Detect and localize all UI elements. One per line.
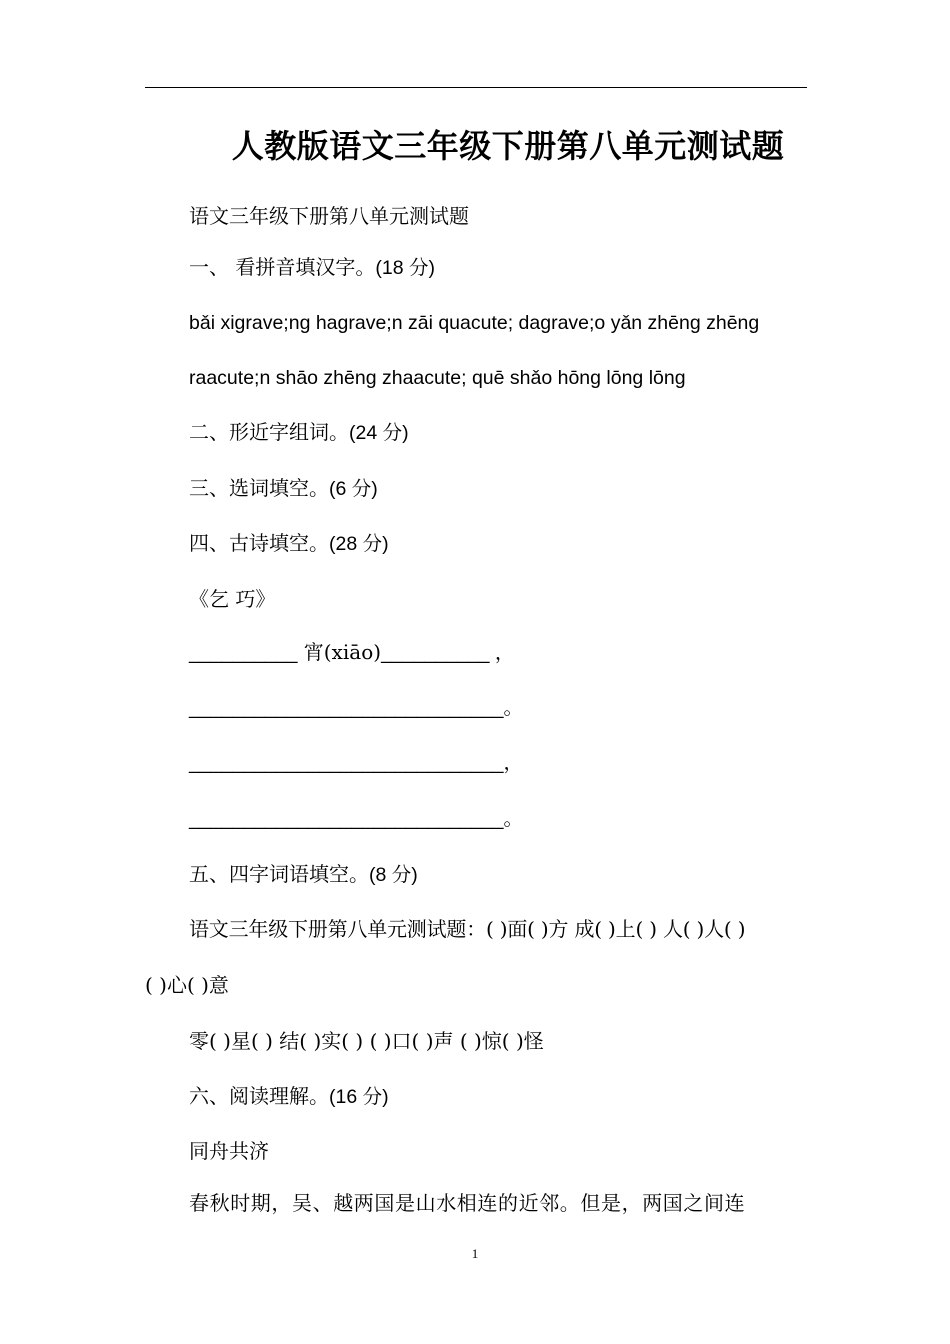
section-3-heading-text: 三、选词填空。 (189, 476, 329, 500)
passage-title: 同舟共济 (189, 1139, 269, 1163)
section-2-heading (145, 418, 851, 447)
section-3-heading (145, 474, 851, 503)
poem-line-1-word: 宵(xiāo) (297, 640, 382, 664)
idiom-row-1: 语文三年级下册第八单元测试题：( )面( )方 成( )上( ) 人( )人( ) (189, 917, 746, 941)
poem-title: 《乞 巧》 (189, 587, 276, 611)
header-rule (145, 87, 807, 88)
section-2-score: (24 分) (349, 422, 409, 444)
section-6-heading-text: 六、阅读理解。 (189, 1084, 329, 1108)
poem-line-3: _____________________________， (189, 752, 524, 774)
section-2-heading-text: 二、形近字组词。 (189, 420, 349, 444)
section-5-heading (145, 860, 851, 889)
page-title: 人教版语文三年级下册第八单元测试题 (231, 127, 785, 165)
section-4-heading (145, 529, 851, 558)
poem-line-1-blank-a: __________ (189, 642, 298, 664)
section-6-score: (16 分) (329, 1086, 389, 1108)
poem-line-1 (145, 638, 851, 667)
idiom-row-1-continued: ( )心( )意 (145, 973, 229, 997)
section-1-heading-text: 一、 看拼音填汉字。 (189, 255, 376, 279)
poem-line-2: _____________________________。 (189, 697, 524, 719)
poem-line-1-blank-b: __________ ， (381, 642, 515, 664)
section-6-heading (145, 1082, 851, 1111)
idiom-row-2: 零( )星( ) 结( )实( ) ( )口( )声 ( )惊( )怪 (189, 1029, 544, 1053)
section-4-score: (28 分) (329, 533, 389, 555)
section-4-heading-text: 四、古诗填空。 (189, 531, 329, 555)
passage-first-line: 春秋时期，吴、越两国是山水相连的近邻。但是，两国之间连 (189, 1191, 746, 1215)
poem-line-4: _____________________________。 (189, 808, 524, 830)
section-5-heading-text: 五、四字词语填空。 (189, 862, 369, 886)
section-1-score: (18 分) (375, 257, 435, 279)
section-5-score: (8 分) (369, 864, 418, 886)
pinyin-line-2: raacute;n shāo zhēng zhaacute; quē shǎo hōng lōng lōng (189, 367, 686, 389)
page-number: 1 (471, 1246, 479, 1261)
subtitle: 语文三年级下册第八单元测试题 (189, 204, 469, 228)
pinyin-line-1: bǎi xigrave;ng hagrave;n zāi quacute; dagrave;o yǎn zhēng zhēng (189, 312, 760, 334)
section-1-heading (145, 253, 851, 282)
section-3-score: (6 分) (329, 478, 378, 500)
